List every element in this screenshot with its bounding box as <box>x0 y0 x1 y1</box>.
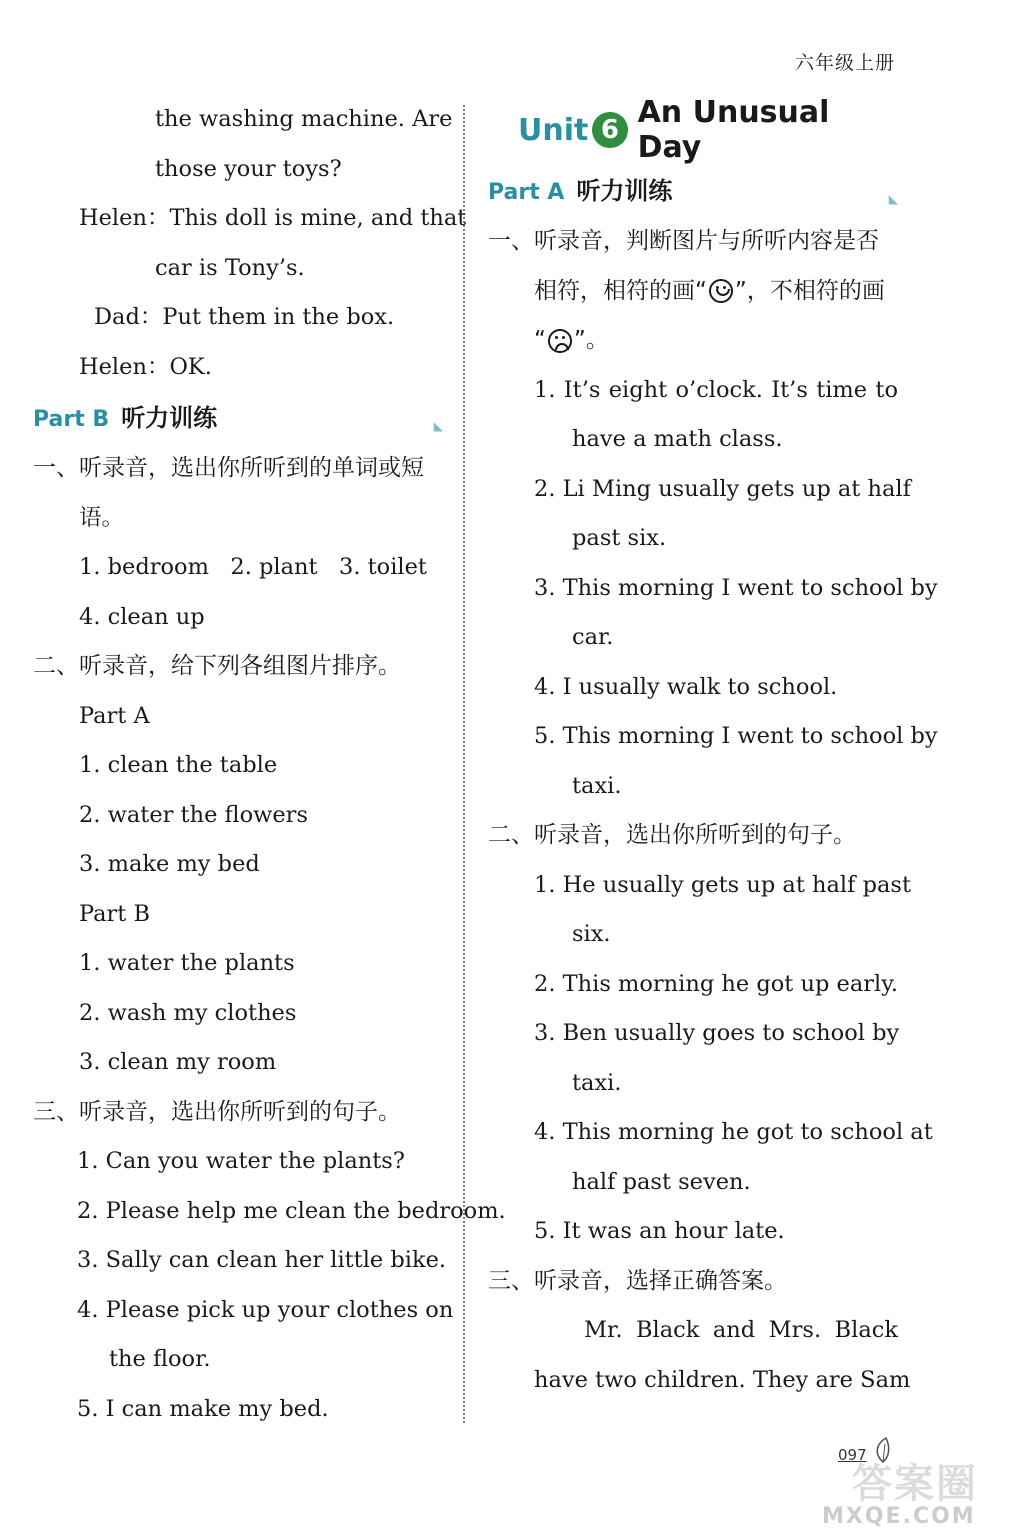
part-a-label: Part A <box>79 702 150 729</box>
part-b-list <box>33 939 443 1088</box>
section1-answers-line: 4. clean up <box>79 603 205 630</box>
r-section2-list <box>488 861 933 1257</box>
grade-label: 六年级上册 <box>794 52 895 74</box>
speaker-name: Helen： <box>79 353 170 380</box>
list-item: 4. I usually walk to school. <box>534 673 838 700</box>
dialogue-text: the washing machine. Are <box>155 106 453 132</box>
right-column <box>488 95 938 1405</box>
unit-number-badge: 6 <box>592 112 627 148</box>
part-b-label: Part B <box>33 407 110 432</box>
passage-line: Mr. Black and Mrs. Black <box>584 1317 898 1343</box>
dialogue-line <box>33 343 443 393</box>
list-item: have a math class. <box>572 426 783 452</box>
r-section1-list <box>488 366 938 812</box>
list-item: past six. <box>572 525 667 551</box>
list-item: 5. It was an hour late. <box>534 1218 785 1244</box>
dialogue-line <box>33 145 443 195</box>
list-item: taxi. <box>572 772 622 799</box>
list-item: the floor. <box>109 1346 211 1372</box>
list-item: 3. clean my room <box>79 1049 277 1075</box>
list-item: 2. water the flowers <box>79 801 308 828</box>
list-item: 2. wash my clothes <box>79 999 297 1026</box>
section1-title: 一、听录音，选出你所听到的单词或短 <box>33 455 424 481</box>
instruction-text: ”。 <box>573 327 609 353</box>
part-a-title: 听力训练 <box>576 177 673 205</box>
dialogue-line <box>33 293 443 343</box>
list-item: 3. Ben usually goes to school by <box>534 1020 900 1046</box>
list-item: 3. This morning I went to school by <box>534 574 938 601</box>
page-number: 097 <box>838 1446 867 1464</box>
r-section1-title-cont <box>488 316 898 366</box>
unit-word: Unit <box>518 112 589 148</box>
dialogue-line <box>33 194 467 244</box>
dialogue-text: those your toys? <box>155 155 342 182</box>
dialogue-text: This doll is mine, and that <box>169 205 467 231</box>
unit-title <box>518 95 898 165</box>
unit-name: An Unusual Day <box>637 95 830 165</box>
speaker-name: Helen： <box>79 205 170 231</box>
left-column <box>33 95 506 1434</box>
list-item: 1. He usually gets up at half past <box>534 871 912 898</box>
list-item: 5. This morning I went to school by <box>534 723 938 749</box>
dialogue-line <box>33 244 443 294</box>
list-item: half past seven. <box>572 1168 751 1195</box>
instruction-text: 相符，相符的画“ <box>534 277 707 304</box>
dialogue-text: car is Tony’s. <box>155 254 305 281</box>
part-b-heading <box>33 392 443 444</box>
list-item: taxi. <box>572 1069 622 1096</box>
list-item: 3. make my bed <box>79 851 260 877</box>
list-item: 2. This morning he got up early. <box>534 970 899 997</box>
r-section1-title: 一、听录音，判断图片与所听内容是否 <box>488 228 879 254</box>
list-item: 4. Please pick up your clothes on <box>77 1296 454 1323</box>
list-item: six. <box>572 921 611 947</box>
sad-face-icon <box>548 329 572 353</box>
corner-mark-icon: ◣ <box>433 419 443 433</box>
passage-line: have two children. They are Sam <box>534 1366 911 1393</box>
smiley-face-icon <box>709 279 733 303</box>
list-item: 3. Sally can clean her little bike. <box>77 1247 447 1273</box>
r-section3-title: 三、听录音，选择正确答案。 <box>488 1267 787 1294</box>
list-item: 1. clean the table <box>79 752 278 778</box>
list-item: 1. water the plants <box>79 950 295 976</box>
r-section2-title: 二、听录音，选出你所听到的句子。 <box>488 822 856 848</box>
part-a-label: Part A <box>488 180 565 205</box>
list-item: car. <box>572 624 614 650</box>
dialogue-block <box>33 95 467 392</box>
r-section1-title-cont <box>488 267 898 317</box>
instruction-text: ”，不相符的画 <box>734 277 885 304</box>
dialogue-text: OK. <box>169 353 212 380</box>
watermark-url: MXQE.COM <box>822 1504 976 1529</box>
section1-answers-line: 1. bedroom 2. plant 3. toilet <box>79 554 427 580</box>
list-item: 4. This morning he got to school at <box>534 1119 933 1145</box>
list-item: 1. Can you water the plants? <box>77 1148 405 1174</box>
list-item: 5. I can make my bed. <box>77 1395 329 1422</box>
speaker-name: Dad： <box>94 304 163 330</box>
list-item: 2. Please help me clean the bedroom. <box>77 1197 506 1224</box>
section1-title-cont: 语。 <box>79 504 125 531</box>
part-a-list <box>33 741 443 890</box>
corner-mark-icon: ◣ <box>888 192 898 206</box>
dialogue-line <box>33 95 453 145</box>
list-item: 2. Li Ming usually gets up at half <box>534 475 911 502</box>
section3-list <box>33 1137 506 1434</box>
list-item: 1. It’s eight o’clock. It’s time to <box>534 376 898 403</box>
part-a-heading <box>488 165 898 217</box>
section2-title: 二、听录音，给下列各组图片排序。 <box>33 653 401 679</box>
section3-title: 三、听录音，选出你所听到的句子。 <box>33 1098 401 1125</box>
watermark <box>822 1452 1002 1532</box>
part-b-label: Part B <box>79 900 151 927</box>
dialogue-text: Put them in the box. <box>162 304 395 330</box>
instruction-text: “ <box>534 327 546 353</box>
part-b-title: 听力训练 <box>121 404 218 432</box>
watermark-logo-text: 答案圈 <box>852 1461 978 1507</box>
